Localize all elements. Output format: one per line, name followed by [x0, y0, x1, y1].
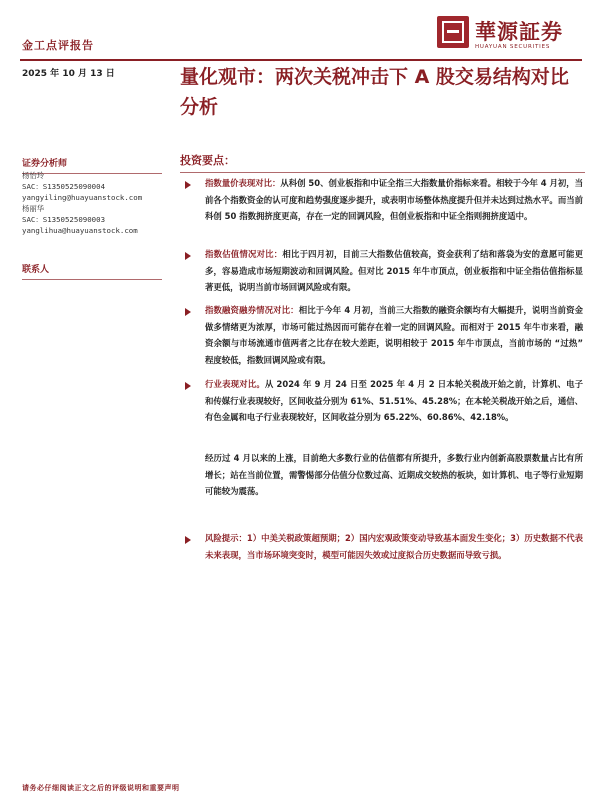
bullet-arrow-icon — [185, 252, 191, 260]
analysts-heading: 证券分析师 — [22, 156, 162, 174]
point-highlight: 指数量价表现对比： — [205, 178, 281, 188]
report-date: 2025 年 10 月 13 日 — [22, 69, 115, 79]
point-paragraph — [205, 376, 583, 426]
investment-points-heading: 投资要点： — [180, 152, 585, 173]
logo-seal-icon — [437, 16, 469, 48]
contacts-heading: 联系人 — [22, 262, 162, 280]
point-paragraph — [205, 175, 583, 225]
point-text: 从科创 50、创业板指和中证全指三大指数量价指标来看。相较于今年 4 月初，当前各个指数资金的认可度和趋势强度逐步提升，或表明市场整体热度提升但并未达到过热水平。而当前科创 50 指数拥挤度更高，存在一定的回调风险，但创业板指和中证全指则拥挤度适中。 — [205, 178, 584, 221]
analyst-sac: SAC：S1350525090004 — [22, 182, 106, 191]
analyst-name: 杨丽华 — [22, 204, 45, 213]
footer-disclaimer: 请务必仔细阅读正文之后的评级说明和重要声明 — [22, 784, 180, 792]
analyst-sac: SAC：S1350525090003 — [22, 215, 106, 224]
extra-paragraph: 经历过 4 月以来的上涨，目前绝大多数行业的估值都有所提升，多数行业内创新高股票数量占比有所增长；站在当前位置，需警惕部分估值分位数过高、近期成交较热的板块，如计算机、电子等行业短期可能较为震荡。 — [205, 453, 583, 496]
bullet-arrow-icon — [185, 382, 191, 390]
point-highlight: 指数估值情况对比： — [205, 249, 283, 259]
report-type-label: 金工点评报告 — [22, 39, 94, 52]
logo-name: 華源証券 — [475, 19, 563, 44]
analyst-email[interactable]: yanglihua@huayuanstock.com — [22, 226, 138, 235]
point-text: 相比于四月初，目前三大指数估值较高，资金获利了结和落袋为安的意愿可能更多，容易造成市场短期波动和回调风险。但对比 2015 年牛市顶点，创业板指和中证全指估值指标显著更低，说明当前市场回调风险或有限。 — [205, 249, 584, 292]
analyst-name: 杨怡玲 — [22, 171, 45, 180]
bullet-arrow-icon — [185, 536, 191, 544]
bullet-arrow-icon — [185, 308, 191, 316]
header-divider — [20, 59, 582, 61]
company-logo — [437, 16, 583, 56]
point-highlight: 行业表现对比。 — [205, 379, 265, 389]
point-highlight: 指数融资融券情况对比： — [205, 305, 299, 315]
analyst-email[interactable]: yangyiling@huayuanstock.com — [22, 193, 143, 202]
report-title: 量化观市：两次关税冲击下 A 股交易结构对比分析 — [180, 66, 569, 118]
point-paragraph — [205, 302, 583, 368]
bullet-arrow-icon — [185, 181, 191, 189]
logo-english-name: HUAYUAN SECURITIES — [475, 44, 551, 50]
point-text: 从 2024 年 9 月 24 日至 2025 年 4 月 2 日本轮关税战开始之前，计算机、电子和传媒行业表现较好，区间收益分别为 61%、51.51%、45.28%；在本轮关税战开始之后，通信、有色金属和电子行业表现较好，区间收益分别为 65.22%、60.86%、42.18%。 — [205, 379, 584, 422]
point-paragraph — [205, 246, 583, 296]
risk-warning: 风险提示：1）中美关税政策超预期；2）国内宏观政策变动导致基本面发生变化；3）历史数据不代表未来表现，当市场环境突变时，模型可能因失效或过度拟合历史数据而导致亏损。 — [205, 533, 583, 560]
point-text: 相比于今年 4 月初，当前三大指数的融资余额均有大幅提升，说明当前资金做多情绪更为浓厚，市场可能过热因而可能存在着一定的回调风险。而相对于 2015 年牛市来看，融资余额与市场流通市值两者之比存在较大差距，说明相较于 2015 年牛市顶点，当前市场的 “过热” 程度较低，指数回调风险或有限。 — [205, 305, 583, 365]
